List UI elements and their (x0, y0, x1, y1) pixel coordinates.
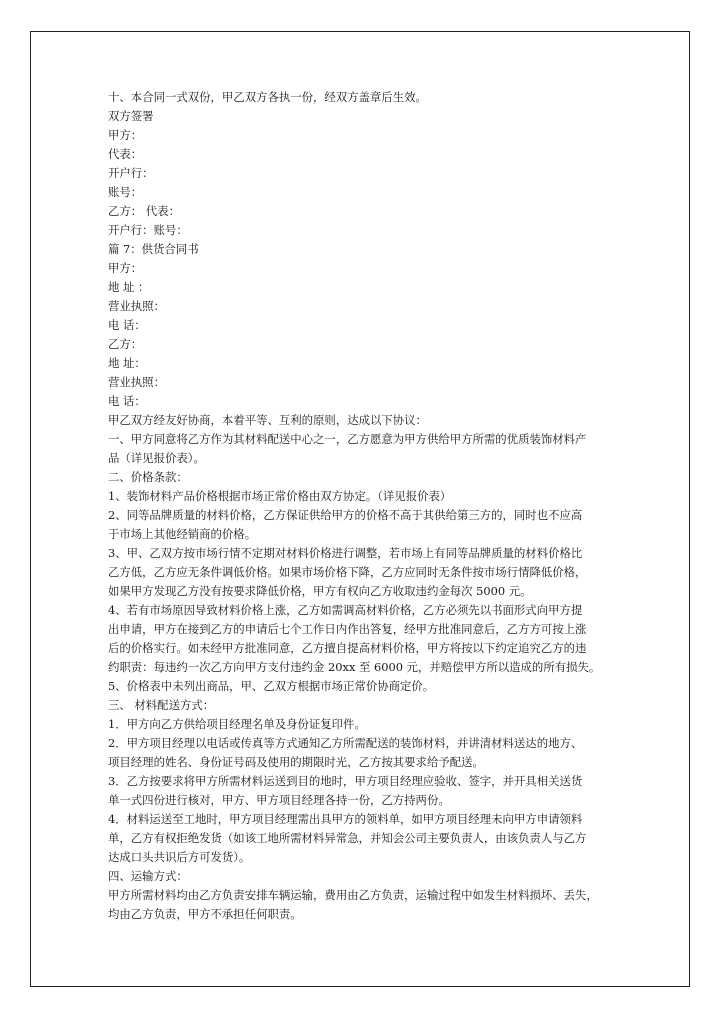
text-line: 双方签署 (108, 109, 154, 123)
text-line: 4、若有市场原因导致材料价格上涨，乙方如需调高材料价格，乙方必须先以书面形式向甲方提 (108, 603, 583, 617)
text-line: 电 话： (108, 318, 146, 332)
text-line: 营业执照： (108, 375, 165, 389)
text-line: 项目经理的姓名、身份证号码及使用的期限时光，乙方按其要求给予配送。 (108, 755, 484, 769)
text-line: 甲乙双方经友好协商，本着平等、互利的原则，达成以下协议： (108, 413, 427, 427)
text-line: 5、价格表中未列出商品，甲、乙双方根据市场正常价协商定价。 (108, 679, 435, 693)
text-line: 二、价格条款： (108, 470, 188, 484)
text-line: 账号： (108, 185, 143, 199)
text-line: 三、 材料配送方式： (108, 698, 215, 712)
text-line: 后的价格实行。如未经甲方批准同意，乙方擅自提高材料价格，甲方将按以下约定追究乙方的违 (108, 641, 587, 655)
text-line: 2．甲方项目经理以电话或传真等方式通知乙方所需配送的装饰材料，并讲清材料送达的地方、 (108, 736, 583, 750)
text-line: 开户行：账号： (108, 223, 188, 237)
text-line: 地 址： (108, 356, 146, 370)
text-line: 达成口头共识后方可发货）。 (108, 850, 251, 864)
text-line: 均由乙方负责，甲方不承担任何职责。 (108, 907, 302, 921)
text-line: 甲方： (108, 128, 143, 142)
text-line: 甲方： (108, 261, 143, 275)
text-line: 地 址 ： (108, 280, 150, 294)
text-line: 电 话： (108, 394, 146, 408)
text-line: 四、运输方式： (108, 869, 188, 883)
text-line: 于市场上其他经销商的价格。 (108, 527, 257, 541)
text-line: 营业执照： (108, 299, 165, 313)
text-line: 乙方： (108, 337, 143, 351)
text-line: 一、甲方同意将乙方作为其材料配送中心之一，乙方愿意为甲方供给甲方所需的优质装饰材料产 (108, 432, 587, 446)
text-line: 2、同等品牌质量的材料价格，乙方保证供给甲方的价格不高于其供给第三方的，同时也不应高 (108, 508, 583, 522)
text-line: 1、装饰材料产品价格根据市场正常价格由双方协定。（详见报价表） (108, 489, 452, 503)
text-line: 乙方低，乙方应无条件调低价格。如果市场价格下降，乙方应同时无条件按市场行情降低价格， (108, 565, 587, 579)
text-line: 约职责：每违约一次乙方向甲方支付违约金 20xx 至 6000 元，并赔偿甲方所以造成的所有损失。 (108, 660, 601, 674)
text-line: 代表： (108, 147, 143, 161)
text-line: 3．乙方按要求将甲方所需材料运送到目的地时，甲方项目经理应验收、签字，并开具相关送货 (108, 774, 583, 788)
text-line: 3、甲、乙双方按市场行情不定期对材料价格进行调整，若市场上有同等品牌质量的材料价格比 (108, 546, 583, 560)
text-line: 如果甲方发现乙方没有按要求降低价格，甲方有权向乙方收取违约金每次 5000 元。 (108, 584, 532, 598)
text-line: 4．材料运送至工地时，甲方项目经理需出具甲方的领料单，如甲方项目经理未向甲方申请领料 (108, 812, 583, 826)
text-line: 1．甲方向乙方供给项目经理名单及身份证复印件。 (108, 717, 366, 731)
text-line: 出申请，甲方在接到乙方的申请后七个工作日内作出答复，经甲方批准同意后，乙方方可按上涨 (108, 622, 587, 636)
document-body (108, 88, 628, 924)
text-line: 甲方所需材料均由乙方负责安排车辆运输，费用由乙方负责，运输过程中如发生材料损坏、丢失， (108, 888, 598, 902)
text-line: 品（详见报价表）。 (108, 451, 205, 465)
text-line: 单一式四份进行核对，甲方、甲方项目经理各持一份，乙方持两份。 (108, 793, 450, 807)
text-line: 十、本合同一式双份，甲乙双方各执一份，经双方盖章后生效。 (108, 90, 427, 104)
text-line: 篇 7：供货合同书 (108, 242, 199, 256)
text-line: 乙方： 代表： (108, 204, 180, 218)
text-line: 单，乙方有权拒绝发货（如该工地所需材料异常急，并知会公司主要负责人，由该负责人与乙方 (108, 831, 587, 845)
text-line: 开户行： (108, 166, 154, 180)
